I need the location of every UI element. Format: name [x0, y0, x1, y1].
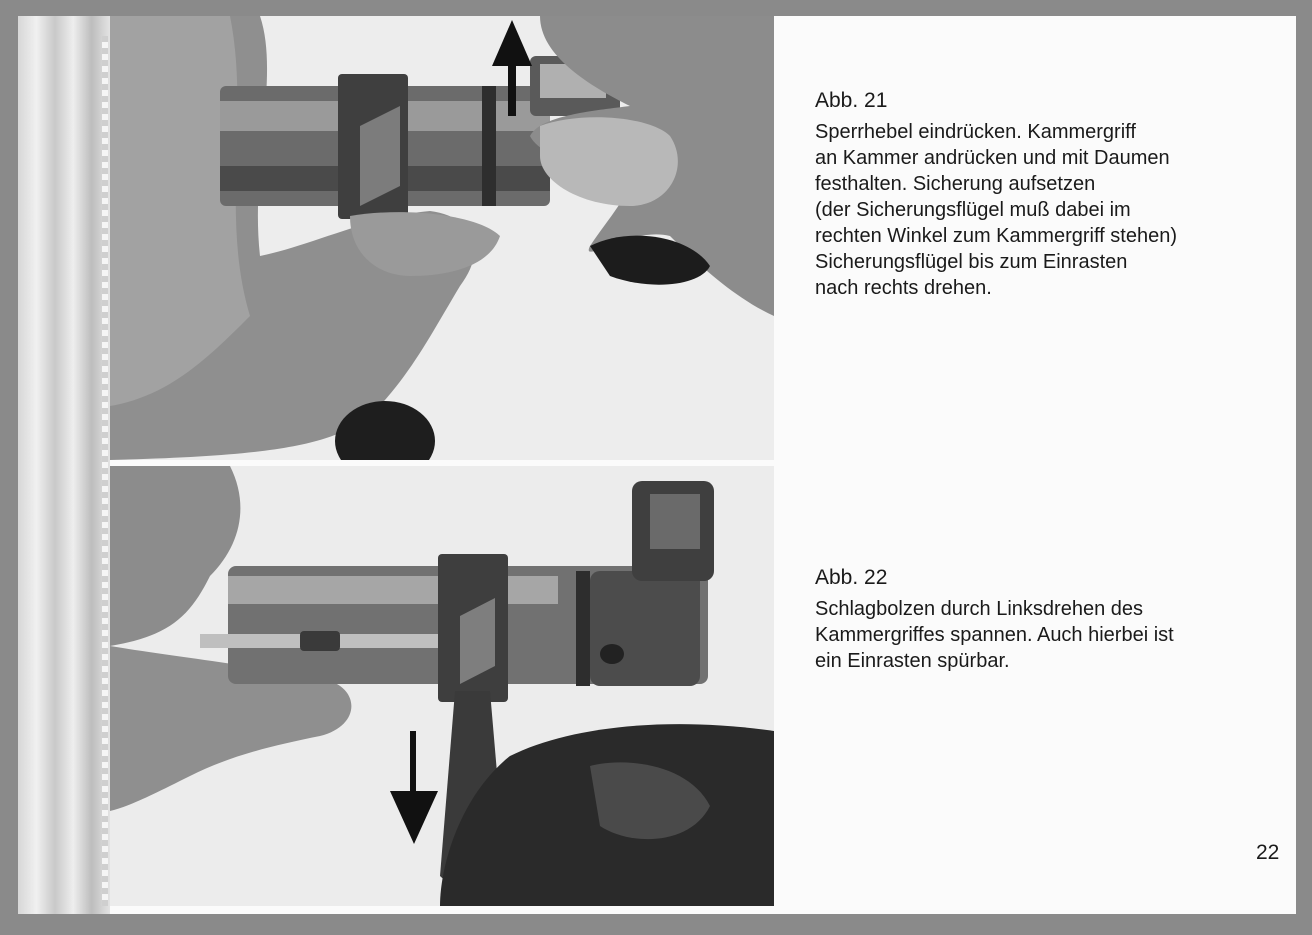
caption-line: rechten Winkel zum Kammergriff stehen): [815, 225, 1177, 247]
caption-line: Schlagbolzen durch Linksdrehen des: [815, 598, 1143, 620]
caption-title: Abb. 22: [815, 566, 888, 589]
manual-page: [18, 16, 1296, 914]
caption-line: Sicherungsflügel bis zum Einrasten: [815, 251, 1128, 273]
caption-body: [815, 596, 1295, 674]
caption-title: Abb. 21: [815, 89, 888, 112]
photo-abb-21: [110, 16, 774, 460]
caption-body: [815, 119, 1295, 301]
photo-abb-22: [110, 466, 774, 906]
caption-line: ein Einrasten spürbar.: [815, 650, 1010, 672]
caption-line: Sperrhebel eindrücken. Kammergriff: [815, 121, 1136, 143]
caption-abb-21: [815, 89, 1295, 301]
binding-gutter: [102, 36, 108, 906]
page-number: 22: [1256, 841, 1280, 864]
caption-line: Kammergriffes spannen. Auch hierbei ist: [815, 624, 1174, 646]
page-edges: [18, 16, 110, 914]
caption-abb-22: [815, 566, 1295, 674]
caption-line: nach rechts drehen.: [815, 277, 992, 299]
caption-line: (der Sicherungsflügel muß dabei im: [815, 199, 1131, 221]
caption-line: an Kammer andrücken und mit Daumen: [815, 147, 1170, 169]
caption-line: festhalten. Sicherung aufsetzen: [815, 173, 1096, 195]
